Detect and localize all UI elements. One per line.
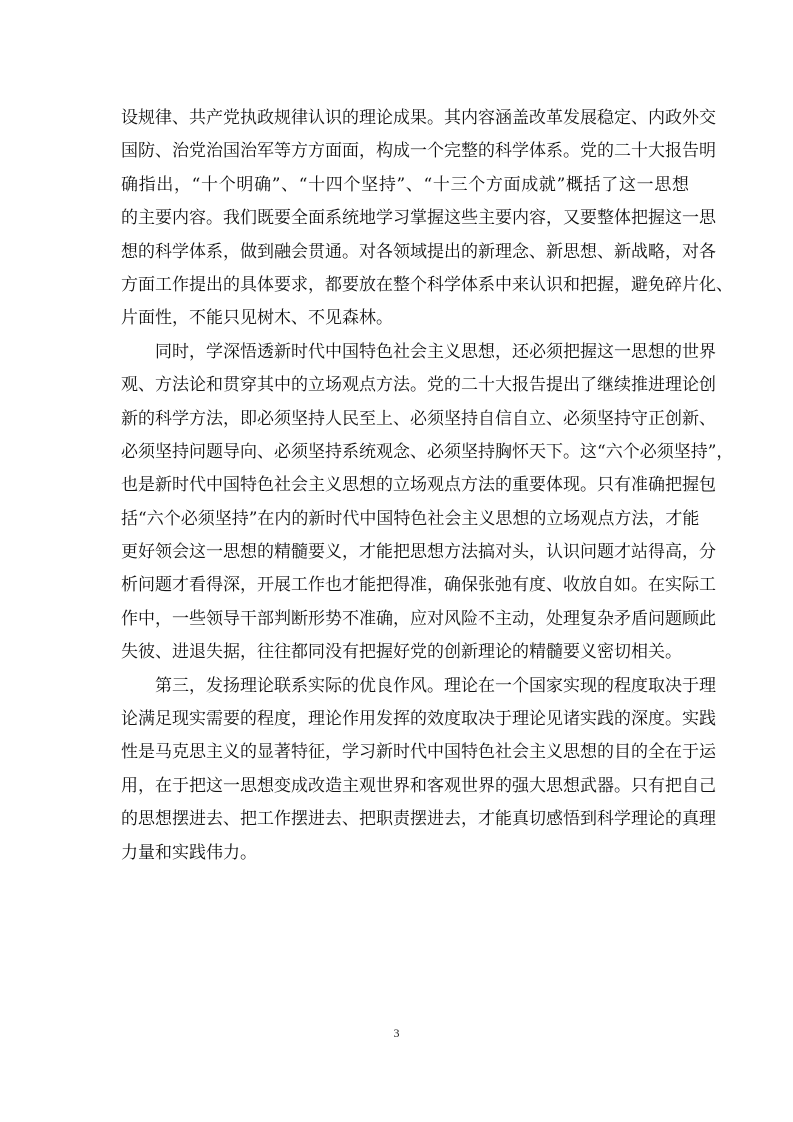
text-line: 括“六个必须坚持”在内的新时代中国特色社会主义思想的立场观点方法，才能 [121, 508, 700, 529]
text-line: 必须坚持问题导向、必须坚持系统观念、必须坚持胸怀天下。这“六个必须坚持”， [121, 441, 734, 462]
text-line: 性是马克思主义的显著特征，学习新时代中国特色社会主义思想的目的全在于运 [121, 742, 716, 763]
text-line: 片面性，不能只见树木、不见森林。 [121, 308, 393, 329]
text-line: 析问题才看得深，开展工作也才能把得准，确保张弛有度、收放自如。在实际工 [121, 575, 716, 596]
text-line: 更好领会这一思想的精髓要义，才能把思想方法搞对头，认识问题才站得高，分 [121, 542, 716, 563]
text-line: 方面工作提出的具体要求，都要放在整个科学体系中来认识和把握，避免碎片化、 [121, 274, 733, 295]
text-line: 也是新时代中国特色社会主义思想的立场观点方法的重要体现。只有准确把握包 [121, 475, 716, 496]
text-line: 论满足现实需要的程度，理论作用发挥的效度取决于理论见诸实践的深度。实践 [121, 709, 716, 730]
text-line: 设规律、共产党执政规律认识的理论成果。其内容涵盖改革发展稳定、内政外交 [121, 108, 716, 128]
page-number: 3 [393, 1026, 400, 1040]
text-line: 同时，学深悟透新时代中国特色社会主义思想，还必须把握这一思想的世界 [155, 341, 716, 362]
text-line: 想的科学体系，做到融会贯通。对各领域提出的新理念、新思想、新战略，对各 [121, 241, 716, 262]
text-line: 新的科学方法，即必须坚持人民至上、必须坚持自信自立、必须坚持守正创新、 [121, 408, 716, 429]
text-line: 观、方法论和贯穿其中的立场观点方法。党的二十大报告提出了继续推进理论创 [121, 375, 716, 396]
body-text [121, 102, 734, 870]
text-line: 的思想摆进去、把工作摆进去、把职责摆进去，才能真切感悟到科学理论的真理 [121, 809, 716, 830]
text-line: 确指出，“十个明确”、“十四个坚持”、“十三个方面成就”概括了这一思想 [121, 174, 689, 195]
paragraph-1 [121, 102, 733, 336]
paragraph-3 [121, 670, 716, 870]
text-line: 的主要内容。我们既要全面系统地学习掌握这些主要内容，又要整体把握这一思 [121, 208, 716, 229]
text-line: 第三，发扬理论联系实际的优良作风。理论在一个国家实现的程度取决于理 [155, 675, 716, 696]
text-line: 作中，一些领导干部判断形势不准确，应对风险不主动，处理复杂矛盾问题顾此 [121, 608, 716, 629]
text-line: 用，在于把这一思想变成改造主观世界和客观世界的强大思想武器。只有把自己 [121, 775, 716, 796]
text-line: 力量和实践伟力。 [121, 842, 257, 863]
text-line: 国防、治党治国治军等方方面面，构成一个完整的科学体系。党的二十大报告明 [121, 141, 716, 162]
text-line: 失彼、进退失据，往往都同没有把握好党的创新理论的精髓要义密切相关。 [121, 642, 682, 663]
paragraph-2 [121, 336, 734, 670]
